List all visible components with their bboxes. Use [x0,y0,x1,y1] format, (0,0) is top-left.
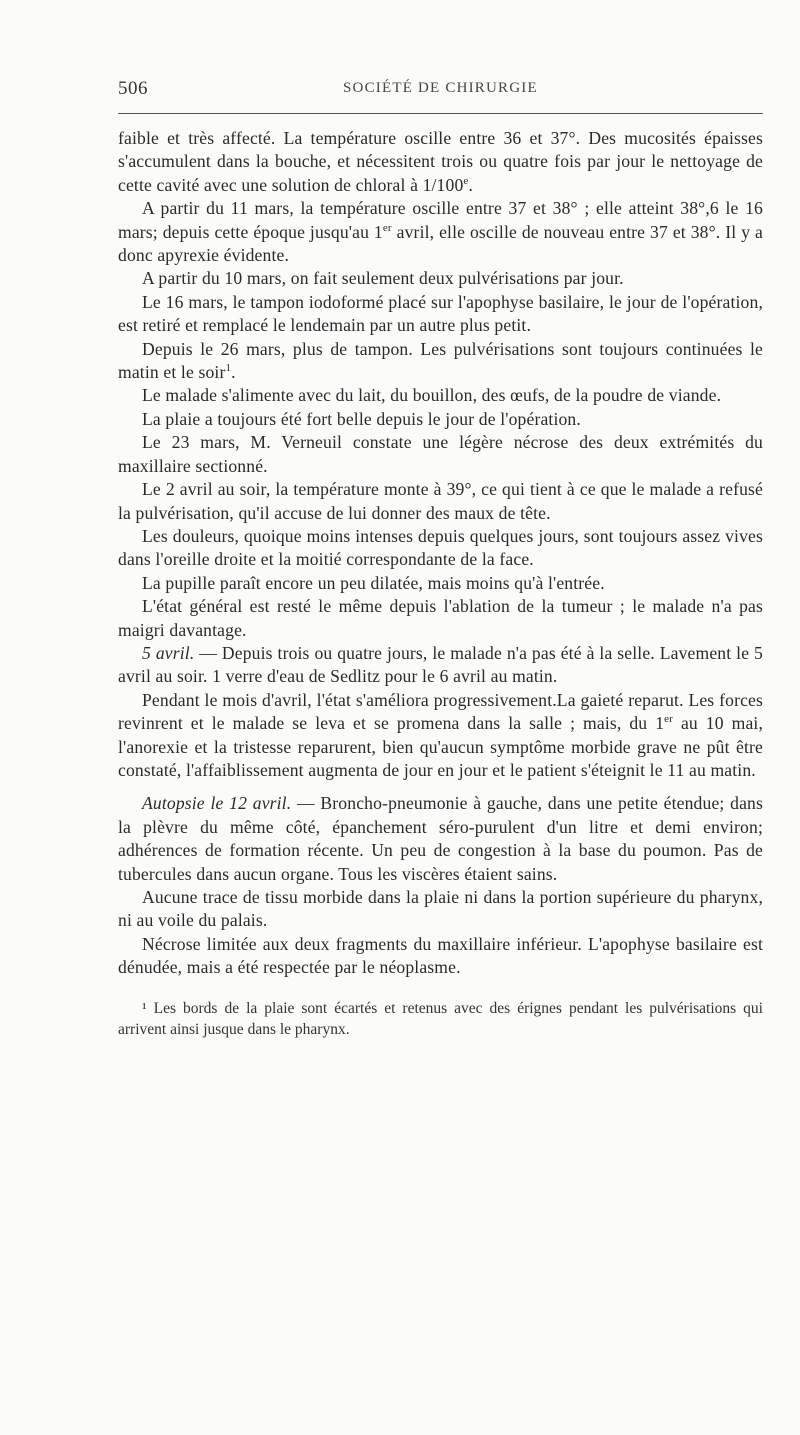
footnote-ref: 1 [225,362,232,375]
footnote-text: Les bords de la plaie sont écartés et retenus avec des érignes pendant les pulvérisations qui arrivent ainsi jusque dans le pharynx. [118,1000,763,1038]
paragraph: La pupille paraît encore un peu dilatée, mais moins qu'à l'entrée. [142,572,605,593]
date-heading: 5 avril. [142,642,195,663]
paragraph: 5 avril. — Depuis trois ou quatre jours, le malade n'a pas été à la selle. Lavement le 5 avril au soir. 1 verre d'eau de Sedlitz pour le 6 avril au matin. [118,642,763,687]
paragraph: A partir du 10 mars, on fait seulement deux pulvérisations par jour. [142,268,624,289]
paragraph: Nécrose limitée aux deux fragments du maxillaire inférieur. L'apophyse basilaire est dénudée, mais a été respectée par le néoplasme. [118,933,763,978]
footnote [118,998,763,1040]
header-rule [118,113,763,114]
autopsy-heading: Autopsie le 12 avril. [142,793,292,814]
page-number: 506 [118,78,148,99]
paragraph: Les douleurs, quoique moins intenses depuis quelques jours, sont toujours assez vives dans l'oreille droite et la moitié correspondante de la face. [118,525,763,570]
page-header [118,78,763,98]
paragraph: Le 2 avril au soir, la température monte à 39°, ce qui tient à ce que le malade a refusé la pulvérisation, qu'il accuse de lui donner des maux de tête. [118,479,763,523]
paragraph: L'état général est resté le même depuis l'ablation de la tumeur ; le malade n'a pas maigri davantage. [118,596,763,640]
paragraph: A partir du 11 mars, la température oscille entre 37 et 38° ; elle atteint 38°,6 le 16 mars; depuis cette époque jusqu'au 1er avril, elle oscille de nouveau entre 37 et 38°. Il y a donc apyrexie évidente. [118,198,763,266]
footnote-marker: ¹ [142,1000,147,1017]
paragraph: Le 16 mars, le tampon iodoformé placé sur l'apophyse basilaire, le jour de l'opération, est retiré et remplacé le lendemain par un autre plus petit. [118,291,763,336]
paragraph: La plaie a toujours été fort belle depuis le jour de l'opération. [142,408,581,429]
running-title: SOCIÉTÉ DE CHIRURGIE [343,80,538,96]
paragraph: Le 23 mars, M. Verneuil constate une légère nécrose des deux extrémités du maxillaire sectionné. [118,432,763,476]
body-text [118,127,763,980]
paragraph: faible et très affecté. La température oscille entre 36 et 37°. Des mucosités épaisses s'accumulent dans la bouche, et nécessitent trois ou quatre fois par jour le nettoyage de cette cavité avec une solution de chloral à 1/100e. [118,128,763,195]
paragraph: Depuis le 26 mars, plus de tampon. Les pulvérisations sont toujours continuées le matin et le soir$^1$. [118,338,763,383]
paragraph: Pendant le mois d'avril, l'état s'améliora progressivement.La gaieté reparut. Les forces revinrent et le malade se leva et se promena dans la salle ; mais, du 1er au 10 mai, l'anorexie et la tristesse reparurent, bien qu'aucun symptôme morbide grave ne pût être constaté, l'affaiblissement augmenta de jour en jour et le patient s'éteignit le 11 au matin. [118,689,763,780]
paragraph: Le malade s'alimente avec du lait, du bouillon, des œufs, de la poudre de viande. [142,385,722,406]
paragraph: Aucune trace de tissu morbide dans la plaie ni dans la portion supérieure du pharynx, ni au voile du palais. [118,887,763,931]
paragraph: Autopsie le 12 avril. — Broncho-pneumonie à gauche, dans une petite étendue; dans la plèvre du même côté, épanchement séro-purulent d'un litre et demi environ; adhérences de formation récente. Un peu de congestion à la base du poumon. Pas de tubercules dans aucun organe. Tous les viscères étaient sains. [118,793,763,884]
